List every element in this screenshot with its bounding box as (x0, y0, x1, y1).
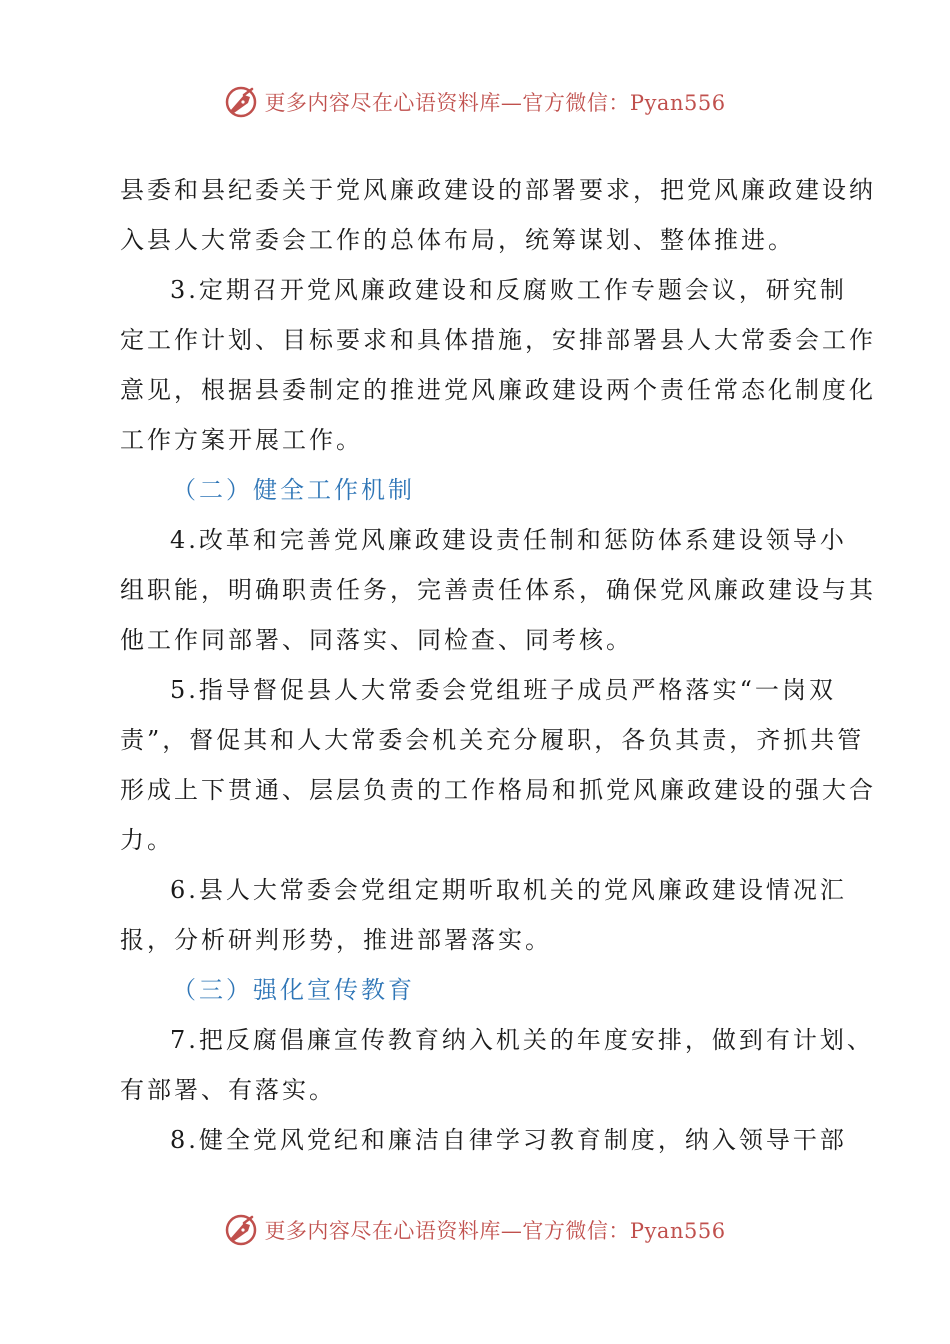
paragraph-line: 意见，根据县委制定的推进党风廉政建设两个责任常态化制度化 (120, 376, 876, 404)
pen-nib-logo-icon (224, 1213, 258, 1247)
document-body (120, 165, 876, 1165)
pen-nib-logo-icon (224, 85, 258, 119)
paragraph-line: 他工作同部署、同落实、同检查、同考核。 (120, 626, 633, 654)
section-heading: （二）健全工作机制 (172, 476, 415, 504)
paragraph-line: 力。 (120, 826, 174, 854)
footer-watermark-banner (0, 1210, 950, 1250)
header-watermark-text: 更多内容尽在心语资料库—官方微信：Pyan556 (264, 91, 726, 115)
paragraph-line: 7.把反腐倡廉宣传教育纳入机关的年度安排，做到有计划、 (170, 1026, 874, 1054)
paragraph-line: 5.指导督促县人大常委会党组班子成员严格落实“一岗双 (170, 676, 836, 704)
paragraph-line: 6.县人大常委会党组定期听取机关的党风廉政建设情况汇 (170, 876, 847, 904)
paragraph-line: 4.改革和完善党风廉政建设责任制和惩防体系建设领导小 (170, 526, 847, 554)
paragraph-line: 组职能，明确职责任务，完善责任体系，确保党风廉政建设与其 (120, 576, 876, 604)
paragraph-line: 有部署、有落实。 (120, 1076, 336, 1104)
paragraph-line: 8.健全党风党纪和廉洁自律学习教育制度，纳入领导干部 (170, 1126, 847, 1154)
paragraph-line: 责”，督促其和人大常委会机关充分履职，各负其责，齐抓共管 (120, 726, 865, 754)
paragraph-line: 形成上下贯通、层层负责的工作格局和抓党风廉政建设的强大合 (120, 776, 876, 804)
paragraph-line: 入县人大常委会工作的总体布局，统筹谋划、整体推进。 (120, 226, 795, 254)
section-heading: （三）强化宣传教育 (172, 976, 415, 1004)
paragraph-line: 3.定期召开党风廉政建设和反腐败工作专题会议，研究制 (170, 276, 847, 304)
paragraph-line: 定工作计划、目标要求和具体措施，安排部署县人大常委会工作 (120, 326, 876, 354)
paragraph-line: 工作方案开展工作。 (120, 426, 363, 454)
paragraph-line: 报，分析研判形势，推进部署落实。 (120, 926, 552, 954)
header-watermark-banner (0, 82, 950, 122)
footer-watermark-text: 更多内容尽在心语资料库—官方微信：Pyan556 (264, 1219, 726, 1243)
paragraph-line: 县委和县纪委关于党风廉政建设的部署要求，把党风廉政建设纳 (120, 176, 876, 204)
